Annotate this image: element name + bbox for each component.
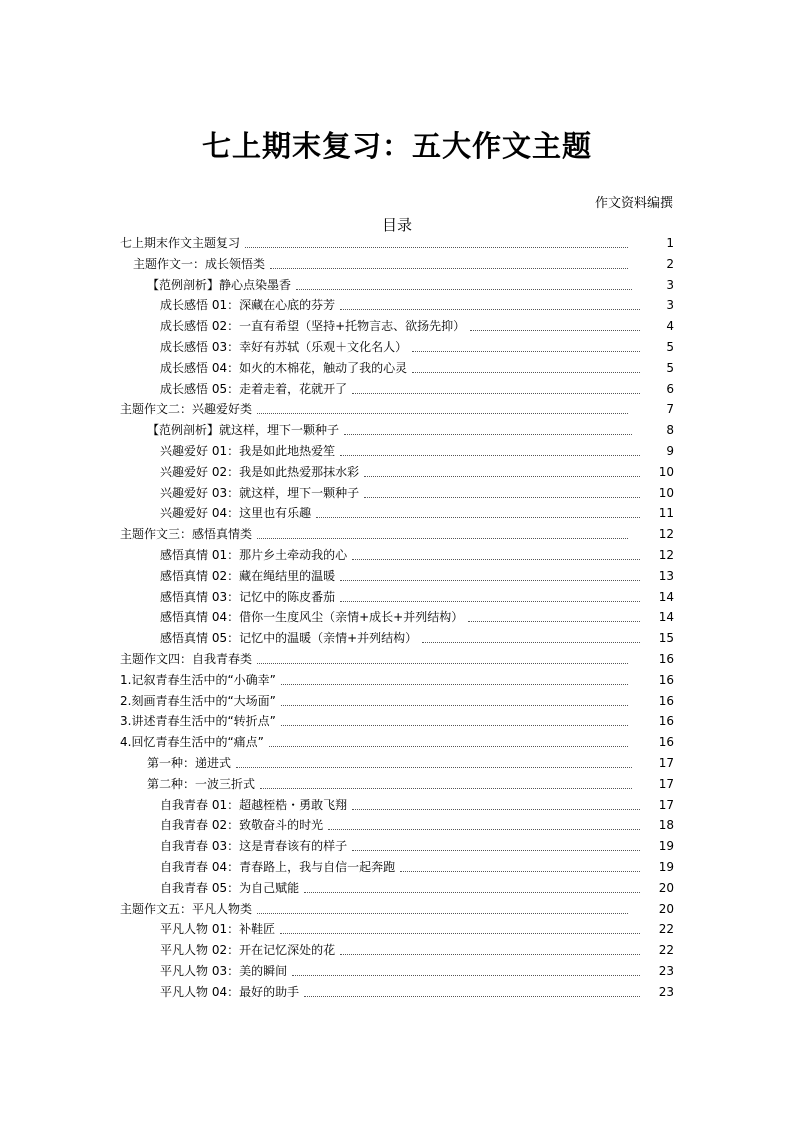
toc-entry-label: 平凡人物 02：开在记忆深处的花 bbox=[160, 940, 338, 961]
toc-entry-page: 16 bbox=[658, 735, 674, 750]
toc-leader-dots bbox=[364, 497, 640, 498]
toc-entry-label: 平凡人物 04：最好的助手 bbox=[160, 982, 302, 1003]
toc-entry-label: 感悟真情 05：记忆中的温暖（亲情+并列结构） bbox=[160, 628, 420, 649]
toc-entry[interactable] bbox=[120, 649, 674, 670]
toc-leader-dots bbox=[270, 268, 628, 269]
toc-entry[interactable] bbox=[120, 524, 674, 545]
toc-entry-label: 感悟真情 02：藏在绳结里的温暖 bbox=[160, 566, 338, 587]
toc-entry-label: 兴趣爱好 02：我是如此热爱那抹水彩 bbox=[160, 462, 362, 483]
toc-entry[interactable] bbox=[120, 711, 674, 732]
toc-entry[interactable] bbox=[120, 254, 674, 275]
toc-entry-page: 18 bbox=[658, 818, 674, 833]
toc-entry-page: 22 bbox=[658, 943, 674, 958]
toc-leader-dots bbox=[340, 580, 640, 581]
toc-entry[interactable] bbox=[120, 899, 674, 920]
toc-entry[interactable] bbox=[120, 545, 674, 566]
toc-leader-dots bbox=[340, 601, 640, 602]
toc-entry-page: 16 bbox=[658, 651, 674, 666]
toc-entry-page: 17 bbox=[658, 755, 674, 770]
toc-leader-dots bbox=[280, 933, 640, 934]
toc-entry-page: 17 bbox=[658, 776, 674, 791]
toc-entry[interactable] bbox=[120, 628, 674, 649]
toc-entry[interactable] bbox=[120, 732, 674, 753]
toc-entry[interactable] bbox=[120, 982, 674, 1003]
toc-leader-dots bbox=[412, 372, 640, 373]
toc-leader-dots bbox=[470, 330, 640, 331]
toc-entry-page: 4 bbox=[666, 319, 674, 334]
toc-entry[interactable] bbox=[120, 857, 674, 878]
toc-leader-dots bbox=[352, 393, 640, 394]
toc-entry[interactable] bbox=[120, 295, 674, 316]
toc-entry-label: 自我青春 02：致敬奋斗的时光 bbox=[160, 815, 326, 836]
toc-entry-label: 平凡人物 03：美的瞬间 bbox=[160, 961, 290, 982]
toc-entry-label: 兴趣爱好 04：这里也有乐趣 bbox=[160, 503, 314, 524]
toc-entry-page: 16 bbox=[658, 672, 674, 687]
toc-entry-page: 11 bbox=[658, 506, 674, 521]
toc-leader-dots bbox=[422, 642, 640, 643]
toc-entry[interactable] bbox=[120, 607, 674, 628]
toc-entry-page: 12 bbox=[658, 547, 674, 562]
toc-entry[interactable] bbox=[120, 358, 674, 379]
toc-entry-label: 兴趣爱好 01：我是如此地热爱笙 bbox=[160, 441, 338, 462]
toc-leader-dots bbox=[328, 829, 640, 830]
toc-entry-page: 22 bbox=[658, 922, 674, 937]
toc-leader-dots bbox=[236, 767, 632, 768]
toc-leader-dots bbox=[257, 663, 628, 664]
toc-entry[interactable] bbox=[120, 919, 674, 940]
toc-entry-page: 19 bbox=[658, 839, 674, 854]
toc-entry[interactable] bbox=[120, 940, 674, 961]
toc-leader-dots bbox=[269, 746, 628, 747]
toc-entry-page: 23 bbox=[658, 963, 674, 978]
toc-entry[interactable] bbox=[120, 753, 674, 774]
toc-entry-label: 成长感悟 02：一直有希望（坚持+托物言志、欲扬先抑） bbox=[160, 316, 468, 337]
document-title: 七上期末复习：五大作文主题 bbox=[201, 129, 592, 163]
toc-entry-label: 2.刻画青春生活中的“大场面” bbox=[120, 691, 279, 712]
toc-entry[interactable] bbox=[120, 483, 674, 504]
toc-entry-page: 20 bbox=[658, 880, 674, 895]
toc-entry[interactable] bbox=[120, 503, 674, 524]
toc-entry-label: 七上期末作文主题复习 bbox=[120, 233, 243, 254]
toc-entry[interactable] bbox=[120, 462, 674, 483]
toc-entry-page: 16 bbox=[658, 714, 674, 729]
toc-entry[interactable] bbox=[120, 691, 674, 712]
toc-entry[interactable] bbox=[120, 316, 674, 337]
toc-entry-page: 6 bbox=[666, 381, 674, 396]
toc-leader-dots bbox=[281, 725, 628, 726]
toc-entry-page: 5 bbox=[666, 339, 674, 354]
toc-entry-label: 1.记叙青春生活中的“小确幸” bbox=[120, 670, 279, 691]
toc-entry-label: 主题作文四：自我青春类 bbox=[120, 649, 255, 670]
toc-entry-page: 15 bbox=[658, 631, 674, 646]
toc-entry[interactable] bbox=[120, 587, 674, 608]
toc-leader-dots bbox=[296, 289, 632, 290]
toc-entry-page: 5 bbox=[666, 360, 674, 375]
toc-entry-label: 主题作文五：平凡人物类 bbox=[120, 899, 255, 920]
toc-leader-dots bbox=[412, 351, 640, 352]
toc-entry[interactable] bbox=[120, 379, 674, 400]
toc-entry[interactable] bbox=[120, 670, 674, 691]
toc-entry-page: 9 bbox=[666, 443, 674, 458]
toc-leader-dots bbox=[340, 455, 640, 456]
toc-entry-page: 1 bbox=[666, 236, 674, 250]
toc-entry-label: 感悟真情 01：那片乡土牵动我的心 bbox=[160, 545, 350, 566]
toc-entry-page: 3 bbox=[666, 277, 674, 292]
toc-leader-dots bbox=[400, 871, 640, 872]
toc-entry-label: 平凡人物 01：补鞋匠 bbox=[160, 919, 278, 940]
toc-entry-label: 成长感悟 05：走着走着，花就开了 bbox=[160, 379, 350, 400]
toc-leader-dots bbox=[304, 996, 640, 997]
toc-entry-page: 10 bbox=[658, 464, 674, 479]
toc-leader-dots bbox=[304, 892, 640, 893]
toc-leader-dots bbox=[352, 850, 640, 851]
toc-heading: 目录 bbox=[381, 216, 412, 234]
toc-entry-label: 自我青春 01：超越桎梏・勇敢飞翔 bbox=[160, 795, 350, 816]
toc-leader-dots bbox=[281, 684, 628, 685]
toc-entry[interactable] bbox=[120, 795, 674, 816]
toc-entry[interactable] bbox=[120, 441, 674, 462]
toc-entry-page: 23 bbox=[658, 984, 674, 999]
toc-entry-page: 10 bbox=[658, 485, 674, 500]
toc-entry-page: 16 bbox=[658, 693, 674, 708]
toc-entry-page: 20 bbox=[658, 901, 674, 916]
toc-entry[interactable] bbox=[120, 815, 674, 836]
toc-entry-page: 14 bbox=[658, 589, 674, 604]
toc-entry-label: 主题作文三：感悟真情类 bbox=[120, 524, 255, 545]
toc-entry-page: 17 bbox=[658, 797, 674, 812]
toc-entry-label: 【范例剖析】就这样，埋下一颗种子 bbox=[147, 420, 342, 441]
toc-entry[interactable] bbox=[120, 420, 674, 441]
toc-entry[interactable] bbox=[120, 399, 674, 420]
toc-leader-dots bbox=[344, 434, 632, 435]
toc-leader-dots bbox=[292, 975, 640, 976]
author-line: 作文资料编撰 bbox=[594, 196, 673, 211]
toc-leader-dots bbox=[245, 247, 628, 248]
toc-entry-label: 兴趣爱好 03：就这样，埋下一颗种子 bbox=[160, 483, 362, 504]
toc-entry-page: 3 bbox=[666, 298, 674, 313]
toc-entry-label: 感悟真情 03：记忆中的陈皮番茄 bbox=[160, 587, 338, 608]
toc-entry-page: 2 bbox=[666, 256, 674, 271]
toc-entry-label: 自我青春 03：这是青春该有的样子 bbox=[160, 836, 350, 857]
toc-leader-dots bbox=[281, 705, 628, 706]
toc-entry-page: 19 bbox=[658, 859, 674, 874]
toc-leader-dots bbox=[352, 559, 640, 560]
toc-entry-label: 3.讲述青春生活中的“转折点” bbox=[120, 711, 279, 732]
toc-entry[interactable] bbox=[120, 566, 674, 587]
toc-leader-dots bbox=[340, 954, 640, 955]
toc-entry-page: 8 bbox=[666, 423, 674, 438]
toc-leader-dots bbox=[352, 809, 640, 810]
toc-entry-label: 成长感悟 03：幸好有苏轼（乐观＋文化名人） bbox=[160, 337, 410, 358]
toc-entry[interactable] bbox=[120, 878, 674, 899]
toc-entry-label: 主题作文二：兴趣爱好类 bbox=[120, 399, 255, 420]
toc-leader-dots bbox=[260, 788, 632, 789]
toc-entry-label: 第二种：一波三折式 bbox=[147, 774, 258, 795]
toc-entry-page: 7 bbox=[666, 402, 674, 417]
toc-leader-dots bbox=[257, 913, 628, 914]
toc-entry-label: 自我青春 04：青春路上，我与自信一起奔跑 bbox=[160, 857, 398, 878]
toc-entry[interactable] bbox=[120, 774, 674, 795]
toc-leader-dots bbox=[340, 309, 640, 310]
toc-entry-label: 第一种：递进式 bbox=[147, 753, 234, 774]
toc-entry-label: 成长感悟 04：如火的木棉花，触动了我的心灵 bbox=[160, 358, 410, 379]
toc-leader-dots bbox=[364, 476, 640, 477]
toc-entry-label: 【范例剖析】静心点染墨香 bbox=[147, 275, 294, 296]
toc-leader-dots bbox=[257, 538, 628, 539]
toc-entry-page: 12 bbox=[658, 527, 674, 542]
toc-entry-label: 感悟真情 04：借你一生度风尘（亲情+成长+并列结构） bbox=[160, 607, 466, 628]
toc-entry-label: 成长感悟 01：深藏在心底的芬芳 bbox=[160, 295, 338, 316]
toc-entry-page: 13 bbox=[658, 568, 674, 583]
toc-entry[interactable] bbox=[120, 275, 674, 296]
toc-entry[interactable] bbox=[120, 233, 674, 254]
toc-entry[interactable] bbox=[120, 836, 674, 857]
toc-leader-dots bbox=[316, 517, 640, 518]
toc-entry-label: 自我青春 05：为自己赋能 bbox=[160, 878, 302, 899]
toc-entry-label: 4.回忆青春生活中的“痛点” bbox=[120, 732, 267, 753]
table-of-contents bbox=[120, 233, 674, 1002]
toc-leader-dots bbox=[468, 621, 640, 622]
toc-entry-label: 主题作文一：成长领悟类 bbox=[133, 254, 268, 275]
toc-entry[interactable] bbox=[120, 961, 674, 982]
toc-entry[interactable] bbox=[120, 337, 674, 358]
toc-leader-dots bbox=[257, 413, 628, 414]
toc-entry-page: 14 bbox=[658, 610, 674, 625]
